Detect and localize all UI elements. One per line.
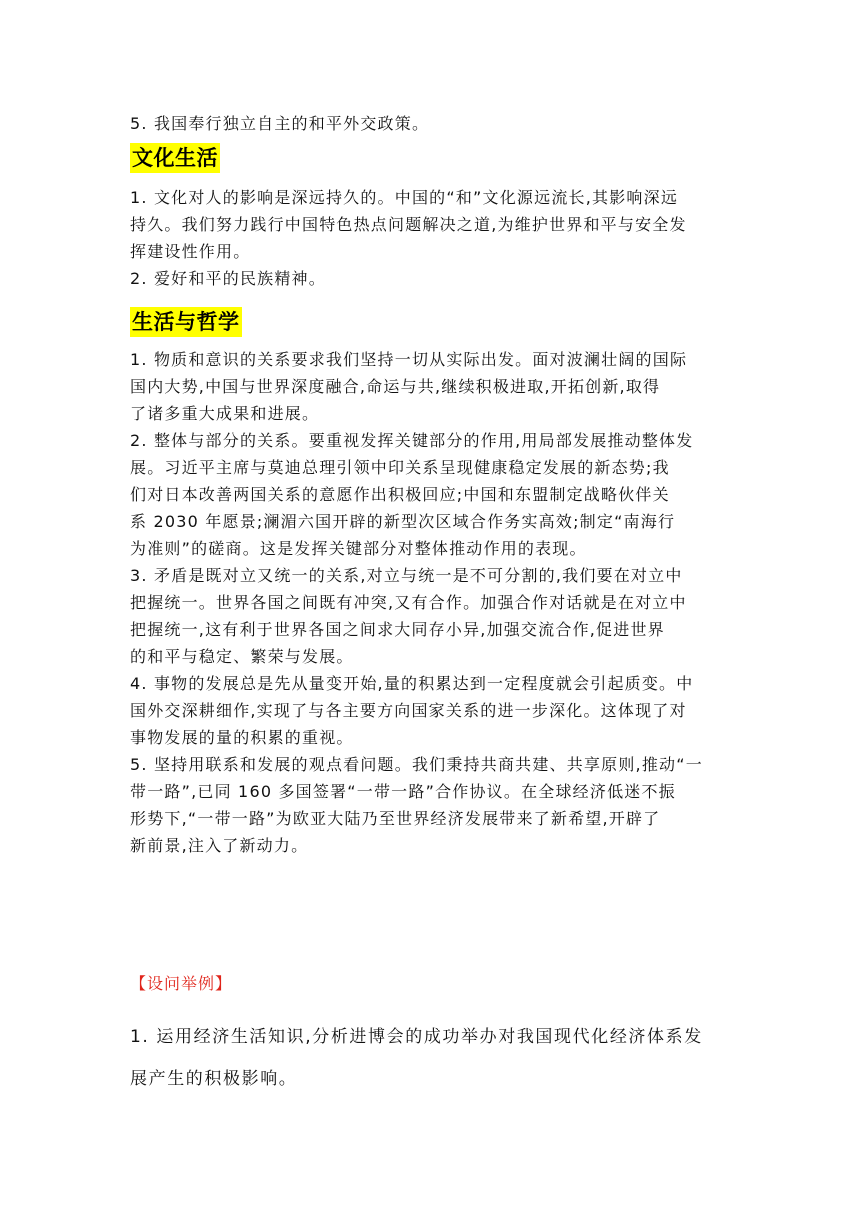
section2-line: 形势下,“一带一路”为欧亚大陆乃至世界经济发展带来了新希望,开辟了 <box>130 809 661 828</box>
section2-heading-text: 生活与哲学 <box>130 307 242 337</box>
section2-body <box>130 346 703 859</box>
section2-line: 国内大势,中国与世界深度融合,命运与共,继续积极进取,开拓创新,取得 <box>130 377 661 396</box>
section2-line: 新前景,注入了新动力。 <box>130 836 309 855</box>
section2-line: 事物发展的量的积累的重视。 <box>130 728 354 747</box>
section2-line: 4. 事物的发展总是先从量变开始,量的积累达到一定程度就会引起质变。中 <box>130 674 694 693</box>
section2-line: 国外交深耕细作,实现了与各主要方向国家关系的进一步深化。这体现了对 <box>130 701 687 720</box>
intro-paragraph: 5. 我国奉行独立自主的和平外交政策。 <box>130 114 430 133</box>
section2-line: 把握统一,这有利于世界各国之间求大同存小异,加强交流合作,促进世界 <box>130 620 665 639</box>
section-heading-culture <box>130 143 220 173</box>
example-section-title: 【设问举例】 <box>130 974 233 993</box>
section2-line: 为准则”的磋商。这是发挥关键部分对整体推动作用的表现。 <box>130 539 587 558</box>
section2-line: 展。习近平主席与莫迪总理引领中印关系呈现健康稳定发展的新态势;我 <box>130 458 670 477</box>
section2-line: 3. 矛盾是既对立又统一的关系,对立与统一是不可分割的,我们要在对立中 <box>130 566 683 585</box>
section2-line: 们对日本改善两国关系的意愿作出积极回应;中国和东盟制定战略伙伴关 <box>130 485 670 504</box>
section2-line: 的和平与稳定、繁荣与发展。 <box>130 647 354 666</box>
example-question <box>130 1016 703 1100</box>
section2-line: 2. 整体与部分的关系。要重视发挥关键部分的作用,用局部发展推动整体发 <box>130 431 694 450</box>
section2-line: 了诸多重大成果和进展。 <box>130 404 320 423</box>
example-question-line: 展产生的积极影响。 <box>130 1069 298 1089</box>
section1-line: 2. 爱好和平的民族精神。 <box>130 269 326 288</box>
section2-line: 系 2030 年愿景;澜湄六国开辟的新型次区域合作务实高效;制定“南海行 <box>130 512 676 531</box>
example-question-line: 1. 运用经济生活知识,分析进博会的成功举办对我国现代化经济体系发 <box>130 1027 703 1047</box>
section2-line: 把握统一。世界各国之间既有冲突,又有合作。加强合作对话就是在对立中 <box>130 593 687 612</box>
section1-body <box>130 184 687 292</box>
section1-line: 挥建设性作用。 <box>130 242 251 261</box>
section1-line: 1. 文化对人的影响是深远持久的。中国的“和”文化源远流长,其影响深远 <box>130 188 679 207</box>
section2-line: 带一路”,已同 160 多国签署“一带一路”合作协议。在全球经济低迷不振 <box>130 782 676 801</box>
section2-line: 1. 物质和意识的关系要求我们坚持一切从实际出发。面对波澜壮阔的国际 <box>130 350 688 369</box>
section1-heading-text: 文化生活 <box>130 143 220 173</box>
section1-line: 持久。我们努力践行中国特色热点问题解决之道,为维护世界和平与安全发 <box>130 215 687 234</box>
section-heading-philosophy <box>130 307 242 337</box>
section2-line: 5. 坚持用联系和发展的观点看问题。我们秉持共商共建、共享原则,推动“一 <box>130 755 703 774</box>
